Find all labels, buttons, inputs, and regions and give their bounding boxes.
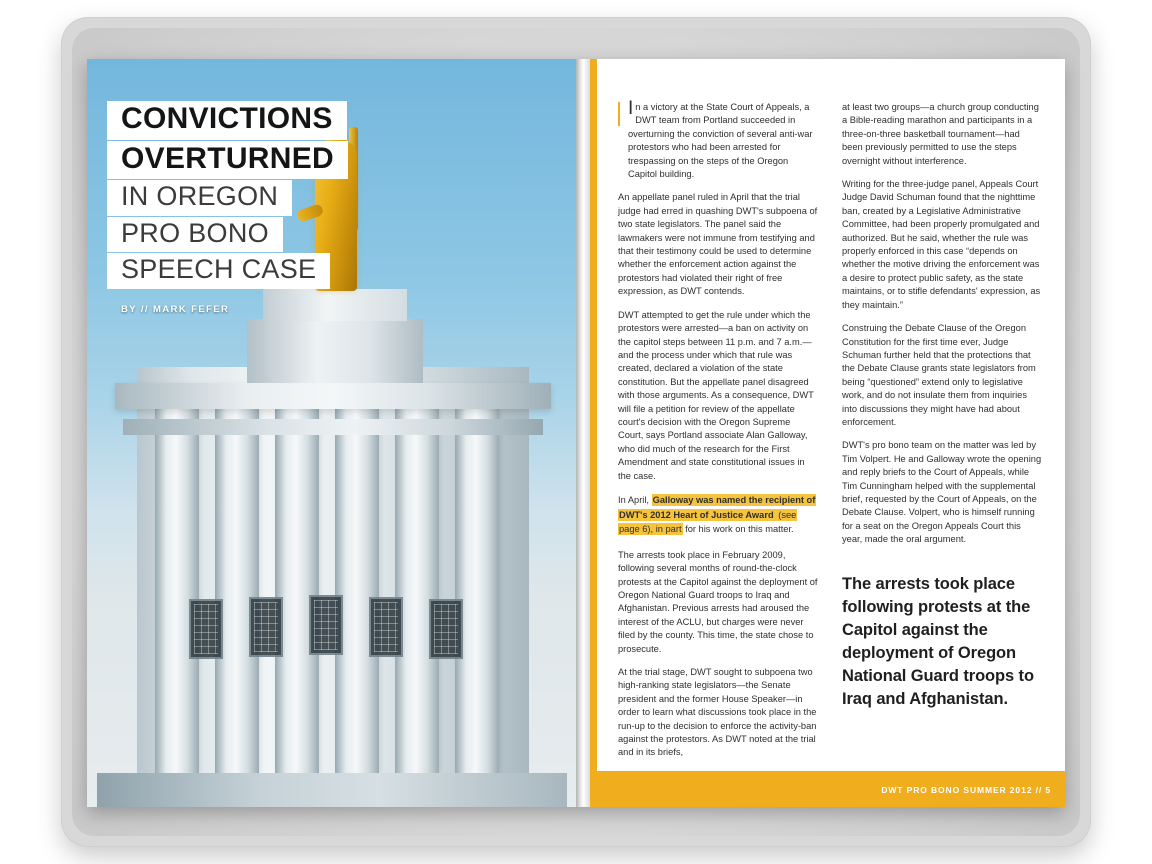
headline-line-1: CONVICTIONS	[107, 101, 347, 140]
magazine-spread	[87, 59, 1065, 807]
paragraph: Construing the Debate Clause of the Oregon Constitution for the first time ever, Judge Schuman further held that the protections that the Debate Clause grants state legislators from being “questioned” extend only to legislative work, and do not insulate them from inquiries into discussions they might have had about enforcement.	[842, 323, 1036, 427]
capitol-pillar	[215, 409, 259, 773]
right-page	[590, 59, 1065, 807]
statue-plinth	[247, 319, 423, 383]
capitol-steps	[97, 773, 567, 807]
capitol-window	[189, 599, 223, 659]
headline-line-5: SPEECH CASE	[107, 253, 330, 289]
footer-label: DWT PRO BONO SUMMER 2012 // 5	[881, 785, 1051, 795]
article-byline: BY // MARK FEFER	[121, 303, 230, 315]
capitol-pillar	[155, 409, 199, 773]
article-columns	[618, 98, 1042, 770]
paragraph: The arrests took place in February 2009, following several months of round-the-clock protests at the Capitol against the deployment of Oregon National Guard troops to Iraq and Afghanistan. Previous arrests had aroused the interest of the ACLU, but charges were never filed by the county. This time, the state chose to prosecute.	[618, 549, 818, 654]
capitol-pillar	[395, 409, 439, 773]
capitol-cornice-lower	[123, 419, 543, 435]
capitol-cornice	[115, 383, 551, 409]
paragraph: At the trial stage, DWT sought to subpoena two high-ranking state legislators—the Senate president and the former House Speaker—in order to learn what discussions took place in the run-up to the decision to enforce the activity-ban against the protestors. As DWT noted at the trial and in its briefs,	[618, 667, 817, 758]
paragraph-text: n a victory at the State Court of Appeals, a DWT team from Portland succeeded in overturning the conviction of several anti-war protestors who had been arrested for trespassing on the steps of the Oregon Capitol building.	[628, 102, 813, 180]
paragraph: DWT attempted to get the rule under which the protestors were arrested—a ban on activity on the capitol steps between 11 p.m. and 7 a.m.—and the process under which that rule was created, declared a violation of the state constitution. But the appellate panel disagreed with those arguments. As a consequence, DWT will file a petition for review of the appellate court's decision with the Oregon Supreme Court, says Portland associate Alan Galloway, who did much of the research for the First Amendment and state constitutional issues in the case.	[618, 309, 814, 481]
headline-line-3: IN OREGON	[107, 180, 292, 216]
column-left	[618, 98, 818, 770]
page-footer-bar	[590, 771, 1065, 807]
article-headline	[107, 101, 427, 315]
dropcap-rule	[618, 102, 620, 126]
paragraph: An appellate panel ruled in April that the trial judge had erred in quashing DWT's subpoena of two state legislators. The panel said the lawmakers were not immune from testifying and that their testimony could be used to determine whether the enforcement action against the protestors had violated their right of free expression, as DWT contends.	[618, 192, 818, 297]
column-right	[842, 101, 1042, 770]
highlight-lead: In April,	[618, 494, 652, 505]
capitol-window	[429, 599, 463, 659]
paragraph: Writing for the three-judge panel, Appeals Court Judge David Schuman found that the nighttime ban, created by a Legislative Administrative Committee, had been properly promulgated and authorized. But he said, whether the rule was properly enforced in this case “depends on whether the motive driving the enforcement was a desire to protect public safety, as the state maintains, or to stifle defendants' expression, as they maintain.”	[842, 179, 1041, 310]
capitol-window	[309, 595, 343, 655]
highlight-callout	[618, 493, 818, 537]
paragraph: at least two groups—a church group conducting a Bible-reading marathon and participants in a three-on-three basketball tournament—had been previously permitted to use the steps overnight without interference.	[842, 102, 1039, 166]
page-accent-bar	[590, 59, 597, 807]
left-page	[87, 59, 576, 807]
pull-quote: The arrests took place following protests at the Capitol against the deployment of Oregon National Guard troops to Iraq and Afghanistan.	[842, 574, 1034, 708]
capitol-building-illustration	[97, 337, 567, 807]
capitol-pillar	[275, 409, 319, 773]
paragraph: DWT's pro bono team on the matter was led by Tim Volpert. He and Galloway wrote the opening and reply briefs to the Court of Appeals, while Tim Cunningham helped with the supplemental brief, requested by the Court of Appeals, on the Debate Clause. Volpert, who is himself running for a seat on the Oregon Appeals Court this year, made the oral argument.	[842, 440, 1042, 545]
highlight-tail: for his work on this matter.	[682, 524, 794, 535]
headline-line-4: PRO BONO	[107, 217, 283, 253]
dropcap-letter: I	[628, 98, 634, 119]
capitol-pillar	[455, 409, 499, 773]
spread-gutter	[576, 59, 590, 807]
paragraph	[618, 98, 818, 181]
highlight-plain-text: (see page 6), in part	[619, 509, 797, 535]
highlight-bold-text: Galloway was named the recipient of DWT's 2012 Heart of Justice Award	[619, 494, 816, 520]
capitol-window	[249, 597, 283, 657]
capitol-window	[369, 597, 403, 657]
headline-line-2: OVERTURNED	[107, 141, 348, 180]
capitol-pillar	[335, 409, 379, 773]
